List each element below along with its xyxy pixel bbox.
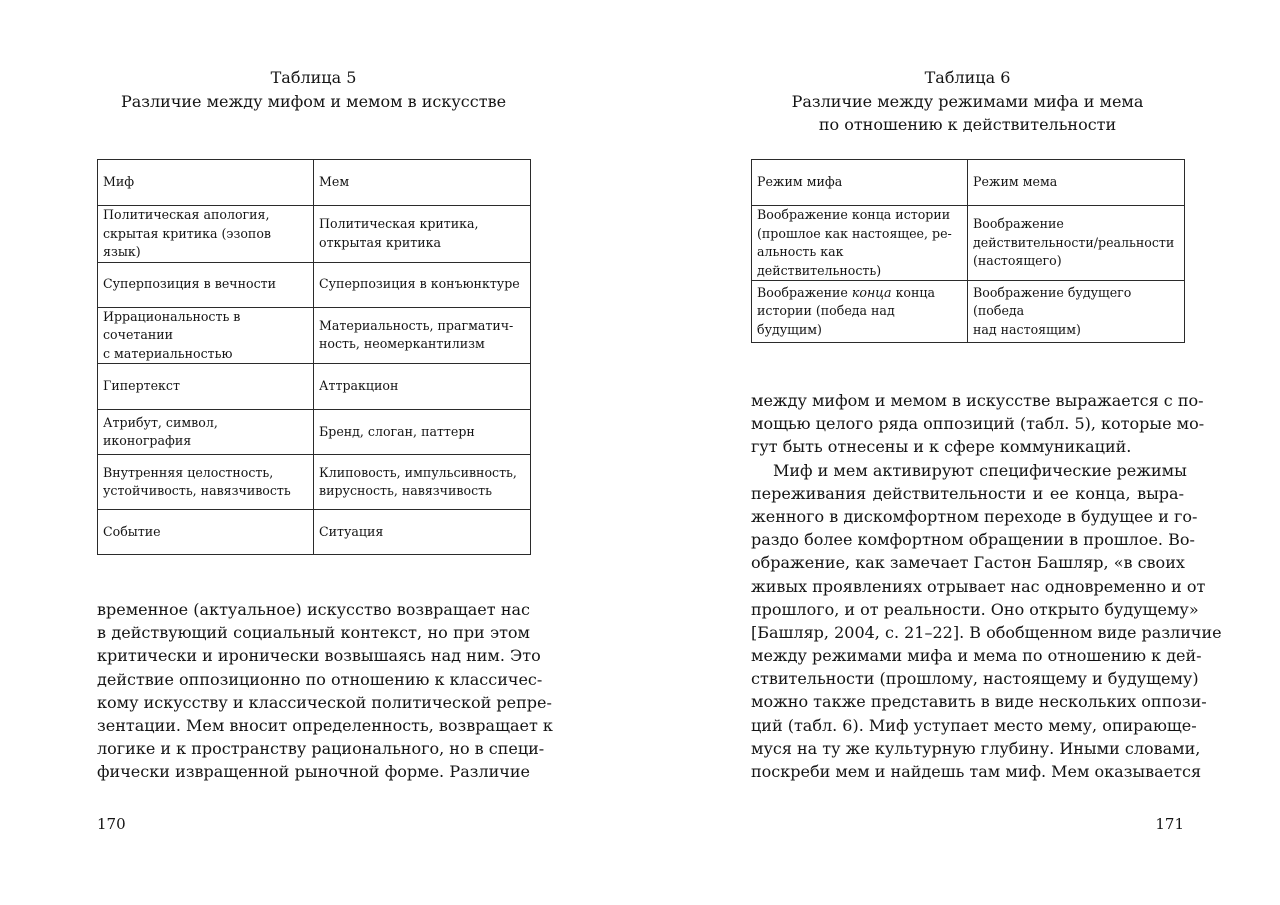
table-cell-myth: Воображение конца конца истории (победа над будущим) [752, 281, 968, 343]
text-line: можно также представить в виде нескольких оппози- [751, 692, 1207, 712]
table-header-myth-mode: Режим мифа [752, 160, 968, 206]
table-row [752, 206, 1185, 281]
table-cell-myth: Событие [98, 510, 314, 555]
left-body-text [97, 598, 553, 784]
table-6-title-line: Различие между режимами мифа и мема [791, 91, 1144, 111]
table-row [98, 510, 531, 555]
text-line: действие оппозиционно по отношению к классичес- [97, 669, 543, 689]
text-line: поскреби мем и найдешь там миф. Мем оказывается [751, 762, 1202, 781]
text-line: муся на ту же культурную глубину. Иными словами, [751, 738, 1201, 758]
text-line: ций (табл. 6). Миф уступает место мему, опирающе- [751, 715, 1197, 735]
table-5-title: Различие между мифом и мемом в искусстве [120, 91, 507, 111]
table-5 [97, 159, 531, 555]
table-row [98, 262, 531, 307]
text-line: между режимами мифа и мема по отношению к дей- [751, 646, 1202, 666]
table-header-row [752, 160, 1185, 206]
table-6-number: Таблица 6 [924, 68, 1011, 87]
table-6-caption [751, 66, 1184, 137]
text-line: мощью целого ряда оппозиций (табл. 5), которые мо- [751, 414, 1205, 434]
text-line: фически извращенной рыночной форме. Различие [97, 762, 530, 782]
text-line: кому искусству и классической политической репре- [97, 692, 552, 712]
table-cell-meme: Материальность, прагматич- ность, неомеркантилизм [314, 307, 531, 364]
text-line: критически и иронически возвышаясь над ним. Это [97, 646, 541, 666]
table-cell-myth: Внутренняя целостность, устойчивость, навязчивость [98, 455, 314, 510]
text-line: между мифом и мемом в искусстве выражается с по- [751, 391, 1204, 410]
right-body-text [751, 389, 1222, 783]
table-cell-myth: Политическая апология, скрытая критика (эзопов язык) [98, 206, 314, 263]
text-line: ображение, как замечает Гастон Башляр, «в своих [751, 553, 1185, 573]
text-line: женного в дискомфортном переходе в будущее и го- [751, 506, 1198, 526]
table-cell-meme: Политическая критика, открытая критика [314, 206, 531, 263]
table-cell-myth: Гипертекст [98, 364, 314, 410]
table-6 [751, 159, 1185, 343]
table-cell-meme: Воображение действительности/реальности (настоящего) [968, 206, 1185, 281]
table-cell-myth: Иррациональность в сочетании с материальностью [98, 307, 314, 364]
text-line: ствительности (прошлому, настоящему и будущему) [751, 669, 1199, 689]
table-6-title-line: по отношению к действительности [818, 115, 1117, 134]
table-cell-meme: Клиповость, импульсивность, вирусность, навязчивость [314, 455, 531, 510]
text-line: [Башляр, 2004, с. 21–22]. В обобщенном виде различие [751, 622, 1222, 642]
text-line: Миф и мем активируют специфические режимы [773, 460, 1187, 480]
text-line: логике и к пространству рационального, но в специ- [97, 739, 545, 759]
text-line: гут быть отнесены и к сфере коммуникаций. [751, 437, 1132, 457]
table-cell-meme: Ситуация [314, 510, 531, 555]
page-number: 170 [97, 815, 126, 833]
table-cell-meme: Аттракцион [314, 364, 531, 410]
table-row [98, 455, 531, 510]
table-header-meme: Мем [314, 160, 531, 206]
table-header-meme-mode: Режим мема [968, 160, 1185, 206]
table-header-myth: Миф [98, 160, 314, 206]
italic-word: конца [851, 284, 892, 300]
table-cell-myth: Атрибут, символ, иконография [98, 410, 314, 455]
table-row [98, 307, 531, 364]
text-line: зентации. Мем вносит определенность, возвращает к [97, 715, 553, 735]
page-number: 171 [1155, 815, 1184, 833]
table-cell-meme: Бренд, слоган, паттерн [314, 410, 531, 455]
table-cell-myth: Суперпозиция в вечности [98, 262, 314, 307]
text-line: прошлого, и от реальности. Оно открыто будущему» [751, 599, 1199, 619]
table-row [98, 206, 531, 263]
text-line: раздо более комфортном обращении в прошлое. Во- [751, 530, 1195, 550]
table-row [752, 281, 1185, 343]
table-cell-meme: Воображение будущего (победа над настоящим) [968, 281, 1185, 343]
table-cell-myth: Воображение конца истории (прошлое как настоящее, ре- альность как действительность) [752, 206, 968, 281]
left-page [97, 0, 553, 905]
text-line: переживания действительности и ее конца, выра- [751, 483, 1184, 503]
table-cell-meme: Суперпозиция в конъюнктуре [314, 262, 531, 307]
text-line: живых проявлениях отрывает нас одновременно и от [751, 576, 1206, 596]
table-header-row [98, 160, 531, 206]
table-5-caption [97, 66, 530, 113]
table-5-number: Таблица 5 [270, 68, 357, 87]
table-row [98, 410, 531, 455]
text-line: в действующий социальный контекст, но при этом [97, 623, 530, 643]
text-line: временное (актуальное) искусство возвращает нас [97, 600, 530, 619]
right-page [751, 0, 1222, 905]
table-row [98, 364, 531, 410]
